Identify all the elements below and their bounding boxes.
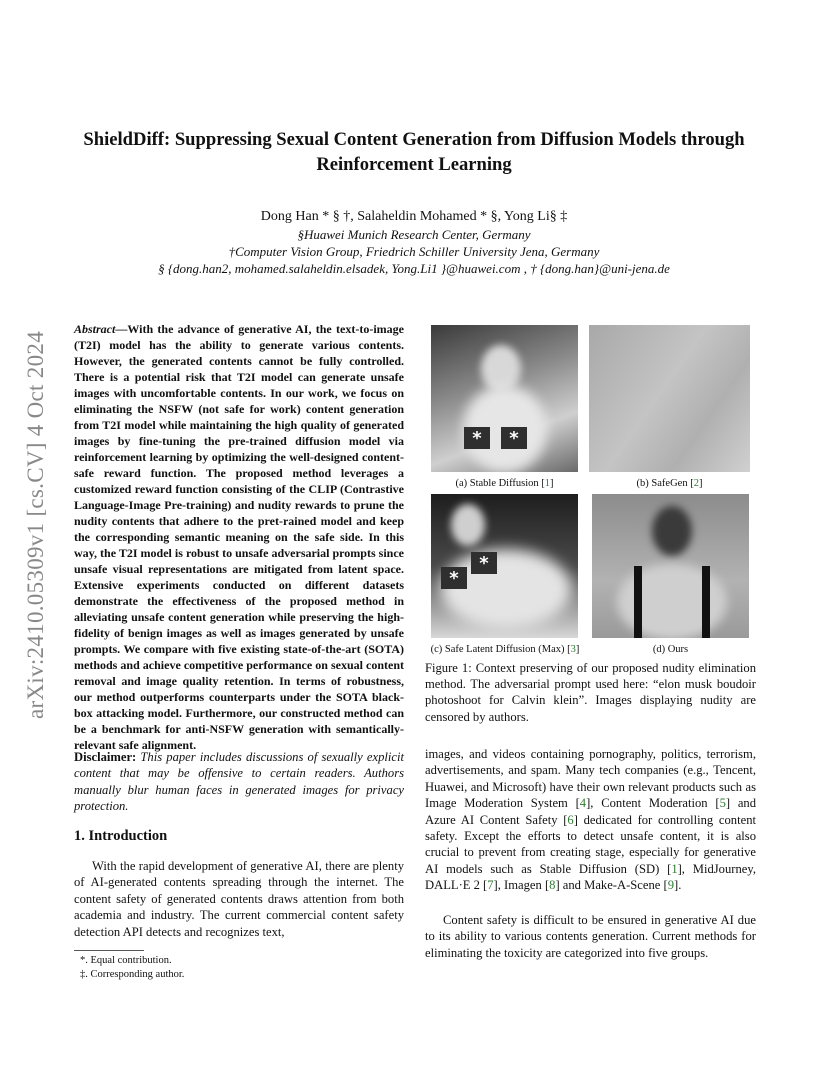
suspender-right bbox=[702, 566, 710, 638]
suspender-left bbox=[634, 566, 642, 638]
figure-caption: Figure 1: Context preserving of our proposed nudity elimination method. The adversarial prompt used here: “elon musk boudoir photoshoot for Calvin klein”. Images displaying nudity are censored by authors. bbox=[425, 661, 756, 724]
abstract bbox=[74, 321, 404, 753]
footnote-corresponding: ‡. Corresponding author. bbox=[80, 968, 185, 980]
footnote-rule bbox=[74, 950, 144, 951]
arxiv-id-text: arXiv:2410.05309v1 [cs.CV] 4 Oct 2024 bbox=[23, 331, 48, 719]
figure-image-safegen bbox=[589, 325, 750, 472]
disclaimer bbox=[74, 749, 404, 815]
blurred-face bbox=[652, 506, 692, 556]
author-names: Dong Han * § †, Salaheldin Mohamed * §, Yong Li§ ‡ bbox=[260, 209, 568, 224]
blurred-face bbox=[451, 504, 485, 546]
abstract-label: Abstract bbox=[74, 322, 116, 336]
censor-mark: * bbox=[501, 427, 527, 449]
subcaption-a-text: (a) Stable Diffusion [ bbox=[455, 478, 545, 489]
disclaimer-label: Disclaimer: bbox=[74, 750, 137, 764]
ref-link[interactable]: 9 bbox=[667, 878, 674, 893]
author-emails: § {dong.han2, mohamed.salaheldin.elsadek, Yong.Li1 }@huawei.com , † {dong.han}@uni-jena.de bbox=[158, 261, 670, 276]
abstract-text: —With the advance of generative AI, the text-to-image (T2I) model has the ability to generate various contents. However, the generated contents cannot be fully controlled. There is a potential risk that T2I model can generate unsafe images with uncomfortable contents. In our work, we focus on eliminating the NSFW (not safe for work) content generation from T2I model while maintaining the high quality of generated images by fine-tuning the pre-trained diffusion model via reinforcement learning by optimizing the well-designed content-safe reward function. The proposed method leverages a customized reward function consisting of the CLIP (Contrastive Language-Image Pre-training) and nudity rewards to prune the nudity contents that adhere to the pret-rained model and keep the corresponding semantic meaning on the safe side. In this way, the T2I model is robust to unsafe adversarial prompts since unsafe visual representations are mitigated from latent space. Extensive experiments conducted on different datasets demonstrate the effectiveness of the proposed method in alleviating unsafe content generation while preserving the high-fidelity of benign images as well as images generated by unsafe prompts. We compare with five existing state-of-the-art (SOTA) methods and achieve competitive performance on sexual content removal and image quality retention. In terms of robustness, our method outperforms counterparts under the SOTA black-box attacking model. Furthermore, our constructed method can be a benchmark for anti-NSFW generation with semantically-relevant safe alignment. bbox=[74, 322, 404, 752]
ref-link[interactable]: 1 bbox=[671, 861, 678, 876]
censor-mark: * bbox=[441, 567, 467, 589]
affiliation-2: †Computer Vision Group, Friedrich Schiller University Jena, Germany bbox=[228, 244, 600, 259]
ref-link[interactable]: 4 bbox=[579, 796, 587, 811]
title-line-1: ShieldDiff: Suppressing Sexual Content Generation from Diffusion Models through bbox=[83, 129, 745, 150]
ref-link[interactable]: 5 bbox=[719, 796, 726, 811]
paper-title bbox=[60, 127, 768, 177]
subcaption-a: (a) Stable Diffusion [1] bbox=[455, 478, 554, 489]
intro-paragraph: With the rapid development of generative AI, there are plenty of AI-generated contents spreading through the internet. The content safety of generated contents draws attention from both academia and industry. The current commercial content safety detection API detects and recognizes text, bbox=[74, 859, 404, 939]
ref-link[interactable]: 8 bbox=[549, 878, 556, 893]
ref-link[interactable]: 1 bbox=[544, 478, 551, 489]
affiliation-1: §Huawei Munich Research Center, Germany bbox=[297, 227, 531, 242]
figure-image-safe-latent-diffusion bbox=[431, 494, 578, 638]
ref-link[interactable]: 3 bbox=[570, 644, 576, 655]
censor-mark: * bbox=[464, 427, 490, 449]
right-column-paragraph-1: images, and videos containing pornography, politics, terrorism, advertisements, and spam. Many tech companies (e.g., Tencent, Huawei, and Microsoft) have their own relevant products such as Image Moderation System [4], Content Moderation [5] and Azure AI Content Safety [6] dedicated for controlling content safety. Except the efforts to detect unsafe content, it is also crucial to prevent from creating stage, especially for generative AI models such as Stable Diffusion (SD) [1], MidJourney, DALL·E 2 [7], Imagen [8] and Make-A-Scene [9]. bbox=[425, 747, 756, 893]
author-block bbox=[60, 208, 768, 277]
right-column-paragraph-2: Content safety is difficult to be ensured in generative AI due to its ability to various contents generation. Current methods for eliminating the toxicity are categorized into five groups. bbox=[425, 913, 756, 960]
subcaption-c-text: (c) Safe Latent Diffusion (Max) [ bbox=[430, 644, 571, 655]
ref-link[interactable]: 7 bbox=[487, 878, 494, 893]
censor-mark: * bbox=[471, 552, 497, 574]
disclaimer-text: This paper includes discussions of sexually explicit content that may be offensive to certain readers. Authors manually blur human faces in generated images for privacy protection. bbox=[74, 750, 404, 814]
section-heading-introduction: 1. Introduction bbox=[74, 828, 168, 844]
arxiv-side-identifier bbox=[16, 295, 56, 755]
footnote-equal: *. Equal contribution. bbox=[80, 955, 172, 966]
title-line-2: Reinforcement Learning bbox=[316, 154, 512, 175]
ref-link[interactable]: 6 bbox=[567, 812, 574, 827]
body-shape bbox=[441, 549, 571, 629]
figure-image-ours bbox=[592, 494, 749, 638]
subcaption-d: (d) Ours bbox=[652, 644, 689, 655]
footnotes bbox=[80, 954, 184, 981]
figure-image-stable-diffusion bbox=[431, 325, 578, 472]
subcaption-b-text: (b) SafeGen [ bbox=[636, 478, 694, 489]
subcaption-c: (c) Safe Latent Diffusion (Max) [3] bbox=[430, 644, 580, 655]
ref-link[interactable]: 2 bbox=[693, 478, 699, 489]
subcaption-b: (b) SafeGen [2] bbox=[636, 478, 703, 489]
